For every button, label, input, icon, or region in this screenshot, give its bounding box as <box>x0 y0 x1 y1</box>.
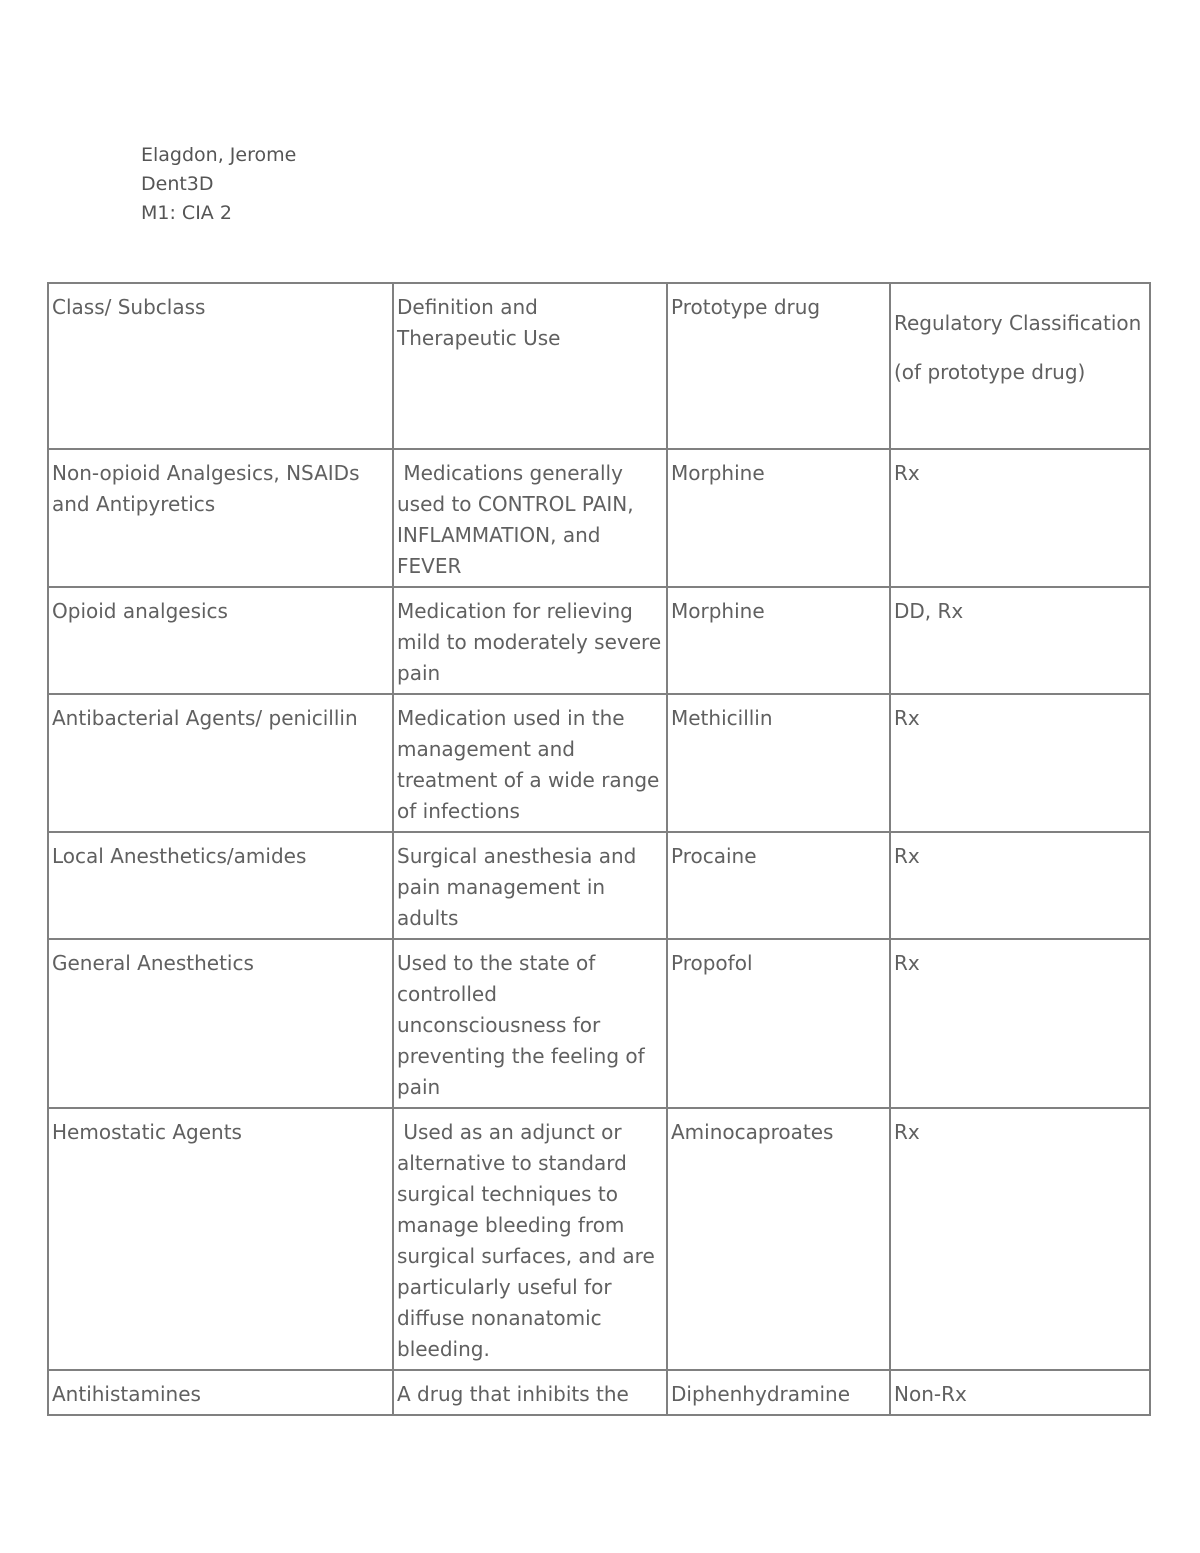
cell-class: Local Anesthetics/amides <box>48 832 393 939</box>
drug-classification-table <box>47 282 1151 1416</box>
cell-definition: Used to the state of controlled unconsciousness for preventing the feeling of pain <box>393 939 667 1108</box>
table-header-row <box>48 283 1150 449</box>
cell-prototype: Morphine <box>667 449 890 587</box>
cell-class: Antibacterial Agents/ penicillin <box>48 694 393 832</box>
table-row <box>48 587 1150 694</box>
cell-definition: Used as an adjunct or alternative to standard surgical techniques to manage bleeding from surgical surfaces, and are particularly useful for diffuse nonanatomic bleeding. <box>393 1108 667 1370</box>
table-row <box>48 1370 1150 1415</box>
cell-definition: Medications generally used to CONTROL PAIN, INFLAMMATION, and FEVER <box>393 449 667 587</box>
table-row <box>48 449 1150 587</box>
header-regulatory-label: Regulatory Classification <box>894 311 1142 335</box>
table-row <box>48 939 1150 1108</box>
cell-regulatory: Rx <box>890 449 1150 587</box>
header-prototype: Prototype drug <box>667 283 890 449</box>
cell-definition: Surgical anesthesia and pain management in adults <box>393 832 667 939</box>
cell-prototype: Aminocaproates <box>667 1108 890 1370</box>
cell-regulatory: Non-Rx <box>890 1370 1150 1415</box>
table-row <box>48 1108 1150 1370</box>
header-definition: Definition and Therapeutic Use <box>393 283 667 449</box>
document-header <box>141 141 296 228</box>
cell-regulatory: Rx <box>890 1108 1150 1370</box>
cell-regulatory: Rx <box>890 939 1150 1108</box>
module-title: M1: CIA 2 <box>141 202 232 224</box>
cell-prototype: Diphenhydramine <box>667 1370 890 1415</box>
cell-class: Antihistamines <box>48 1370 393 1415</box>
cell-prototype: Morphine <box>667 587 890 694</box>
table-row <box>48 694 1150 832</box>
cell-prototype: Methicillin <box>667 694 890 832</box>
header-class: Class/ Subclass <box>48 283 393 449</box>
cell-definition: Medication for relieving mild to moderately severe pain <box>393 587 667 694</box>
cell-regulatory: Rx <box>890 832 1150 939</box>
table-row <box>48 832 1150 939</box>
cell-prototype: Propofol <box>667 939 890 1108</box>
cell-class: Hemostatic Agents <box>48 1108 393 1370</box>
cell-definition: A drug that inhibits the <box>393 1370 667 1415</box>
cell-regulatory: Rx <box>890 694 1150 832</box>
header-regulatory <box>890 283 1150 449</box>
cell-class: Non-opioid Analgesics, NSAIDs and Antipyretics <box>48 449 393 587</box>
header-regulatory-note: (of prototype drug) <box>894 360 1086 384</box>
course-code: Dent3D <box>141 173 214 195</box>
cell-regulatory: DD, Rx <box>890 587 1150 694</box>
cell-definition: Medication used in the management and treatment of a wide range of infections <box>393 694 667 832</box>
cell-class: Opioid analgesics <box>48 587 393 694</box>
cell-prototype: Procaine <box>667 832 890 939</box>
cell-class: General Anesthetics <box>48 939 393 1108</box>
student-name: Elagdon, Jerome <box>141 144 297 166</box>
